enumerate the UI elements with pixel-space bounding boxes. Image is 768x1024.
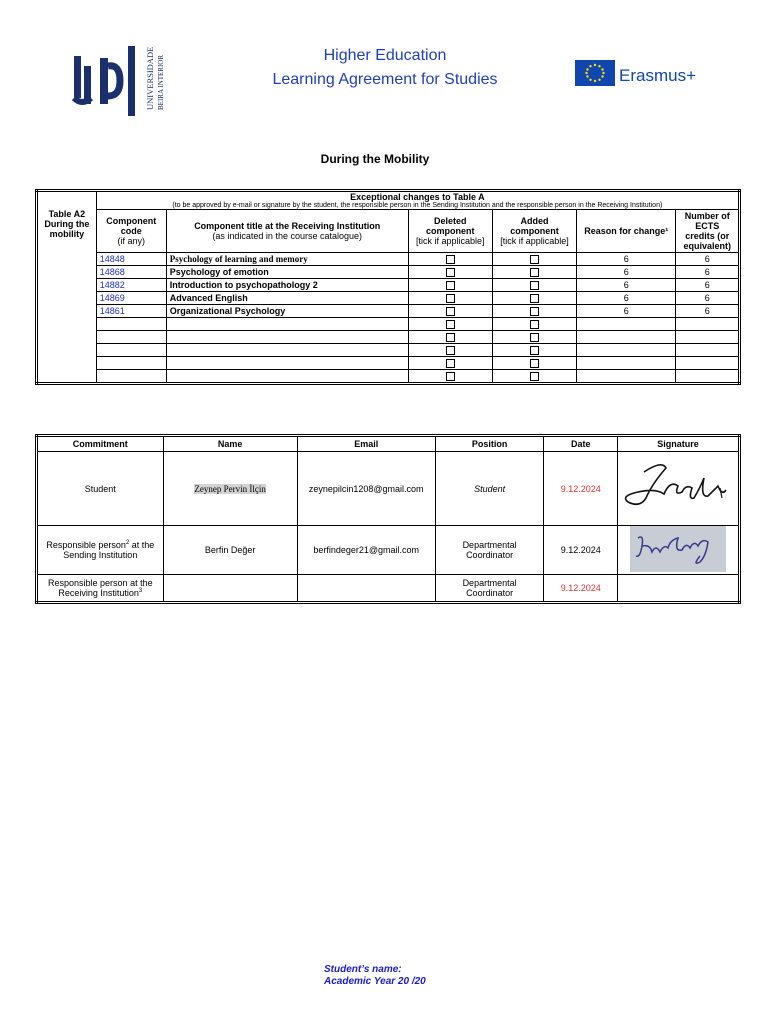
col-added-sub: [tick if applicable] bbox=[500, 236, 569, 246]
col-code-sub: (if any) bbox=[117, 236, 145, 246]
col-header-ects bbox=[676, 210, 740, 253]
checkbox-icon[interactable] bbox=[446, 281, 455, 290]
student-position: Student bbox=[435, 452, 544, 526]
deleted-checkbox[interactable] bbox=[408, 318, 492, 331]
role-sending bbox=[37, 526, 164, 575]
header-commitment: Commitment bbox=[37, 436, 164, 452]
component-code: 14861 bbox=[96, 305, 166, 318]
col-header-code bbox=[96, 210, 166, 253]
sending-email: berfindeger21@gmail.com bbox=[297, 526, 435, 575]
added-checkbox[interactable] bbox=[492, 357, 576, 370]
component-code: 14848 bbox=[96, 253, 166, 266]
deleted-checkbox[interactable] bbox=[408, 370, 492, 384]
footer-student-name: Student’s name: bbox=[324, 964, 402, 975]
receiving-date: 9.12.2024 bbox=[544, 575, 618, 603]
table-row bbox=[37, 266, 740, 279]
ects-value: 6 bbox=[676, 266, 740, 279]
reason-value: 6 bbox=[577, 292, 676, 305]
added-checkbox[interactable] bbox=[492, 318, 576, 331]
col-ects-label: Number of ECTS credits (or equivalent) bbox=[683, 211, 731, 251]
sending-name: Berfin Değer bbox=[163, 526, 297, 575]
col-header-added bbox=[492, 210, 576, 253]
checkbox-icon[interactable] bbox=[446, 320, 455, 329]
commitment-header-row bbox=[37, 436, 740, 452]
deleted-checkbox[interactable] bbox=[408, 305, 492, 318]
added-checkbox[interactable] bbox=[492, 292, 576, 305]
reason-value: 6 bbox=[577, 305, 676, 318]
document-header bbox=[240, 44, 530, 92]
component-code: 14869 bbox=[96, 292, 166, 305]
signature-image bbox=[630, 526, 726, 572]
checkbox-icon[interactable] bbox=[446, 294, 455, 303]
header-title-line1: Higher Education bbox=[323, 47, 447, 64]
added-checkbox[interactable] bbox=[492, 279, 576, 292]
footnote-3: 3 bbox=[138, 588, 143, 594]
commitment-row-receiving bbox=[37, 575, 740, 603]
table-row bbox=[37, 253, 740, 266]
table-a2-caption-text: Exceptional changes to Table A bbox=[350, 192, 485, 202]
commitment-table bbox=[35, 434, 741, 604]
table-row bbox=[37, 305, 740, 318]
component-title: Psychology of learning and memory bbox=[166, 253, 408, 266]
ects-value: 6 bbox=[676, 253, 740, 266]
col-header-reason bbox=[577, 210, 676, 253]
checkbox-icon[interactable] bbox=[530, 346, 539, 355]
checkbox-icon[interactable] bbox=[530, 294, 539, 303]
table-row bbox=[37, 370, 740, 384]
col-deleted-sub: [tick if applicable] bbox=[416, 236, 485, 246]
checkbox-icon[interactable] bbox=[530, 372, 539, 381]
commitment-row-sending bbox=[37, 526, 740, 575]
component-title: Introduction to psychopathology 2 bbox=[166, 279, 408, 292]
table-row bbox=[37, 344, 740, 357]
added-checkbox[interactable] bbox=[492, 253, 576, 266]
added-checkbox[interactable] bbox=[492, 305, 576, 318]
student-email: zeynepilcin1208@gmail.com bbox=[297, 452, 435, 526]
table-row bbox=[37, 318, 740, 331]
header-signature: Signature bbox=[618, 436, 740, 452]
student-name-cell bbox=[163, 452, 297, 526]
deleted-checkbox[interactable] bbox=[408, 279, 492, 292]
checkbox-icon[interactable] bbox=[446, 333, 455, 342]
header-name: Name bbox=[163, 436, 297, 452]
ects-value: 6 bbox=[676, 279, 740, 292]
added-checkbox[interactable] bbox=[492, 331, 576, 344]
receiving-email bbox=[297, 575, 435, 603]
receiving-signature bbox=[618, 575, 740, 603]
checkbox-icon[interactable] bbox=[446, 255, 455, 264]
role-receiving bbox=[37, 575, 164, 603]
col-reason-label: Reason for change¹ bbox=[584, 226, 669, 236]
component-code: 14882 bbox=[96, 279, 166, 292]
deleted-checkbox[interactable] bbox=[408, 331, 492, 344]
reason-value: 6 bbox=[577, 253, 676, 266]
col-deleted-label: Deleted component bbox=[426, 216, 475, 236]
table-a2-subcaption: (to be approved by e-mail or signature by the student, the responsible person in the Sending Institution and the responsible person in the Receiving Institution) bbox=[172, 202, 663, 209]
reason-value: 6 bbox=[577, 266, 676, 279]
deleted-checkbox[interactable] bbox=[408, 292, 492, 305]
added-checkbox[interactable] bbox=[492, 266, 576, 279]
role-receiving-text: Responsible person at the Receiving Institution bbox=[48, 578, 153, 598]
checkbox-icon[interactable] bbox=[530, 359, 539, 368]
ects-value: 6 bbox=[676, 305, 740, 318]
deleted-checkbox[interactable] bbox=[408, 266, 492, 279]
col-header-title bbox=[166, 210, 408, 253]
checkbox-icon[interactable] bbox=[530, 255, 539, 264]
sending-position: Departmental Coordinator bbox=[435, 526, 544, 575]
added-checkbox[interactable] bbox=[492, 344, 576, 357]
component-title: Advanced English bbox=[166, 292, 408, 305]
header-date: Date bbox=[544, 436, 618, 452]
header-position: Position bbox=[435, 436, 544, 452]
section-title: During the Mobility bbox=[320, 152, 430, 166]
checkbox-icon[interactable] bbox=[446, 372, 455, 381]
header-email: Email bbox=[297, 436, 435, 452]
footnote-2: 2 bbox=[125, 540, 130, 546]
role-sending-text2: at the Sending Institution bbox=[63, 540, 155, 560]
table-row bbox=[37, 292, 740, 305]
checkbox-icon[interactable] bbox=[530, 307, 539, 316]
checkbox-icon[interactable] bbox=[530, 333, 539, 342]
added-checkbox[interactable] bbox=[492, 370, 576, 384]
checkbox-icon[interactable] bbox=[446, 359, 455, 368]
table-a2-caption bbox=[96, 191, 739, 210]
reason-value: 6 bbox=[577, 279, 676, 292]
ects-value: 6 bbox=[676, 292, 740, 305]
deleted-checkbox[interactable] bbox=[408, 253, 492, 266]
checkbox-icon[interactable] bbox=[530, 268, 539, 277]
component-title: Organizational Psychology bbox=[166, 305, 408, 318]
checkbox-icon[interactable] bbox=[530, 320, 539, 329]
table-a2 bbox=[35, 189, 741, 385]
svg-text:BEIRA INTERIOR: BEIRA INTERIOR bbox=[157, 54, 165, 110]
signature-image bbox=[622, 458, 734, 518]
col-added-label: Added component bbox=[510, 216, 559, 236]
table-row bbox=[37, 357, 740, 370]
erasmus-logo: Erasmus+ bbox=[619, 66, 696, 85]
table-row bbox=[37, 331, 740, 344]
header-title-line2: Learning Agreement for Studies bbox=[272, 71, 498, 88]
table-row bbox=[37, 279, 740, 292]
commitment-row-student bbox=[37, 452, 740, 526]
table-a2-row-label-text: Table A2 During the mobility bbox=[44, 208, 90, 239]
role-sending-text: Responsible person bbox=[46, 540, 126, 550]
student-signature bbox=[618, 452, 740, 526]
col-header-deleted bbox=[408, 210, 492, 253]
component-title: Psychology of emotion bbox=[166, 266, 408, 279]
col-title-label: Component title at the Receiving Institution bbox=[194, 221, 381, 231]
checkbox-icon[interactable] bbox=[446, 307, 455, 316]
sending-signature bbox=[618, 526, 740, 575]
role-student: Student bbox=[37, 452, 164, 526]
sending-date: 9.12.2024 bbox=[544, 526, 618, 575]
receiving-position: Departmental Coordinator bbox=[435, 575, 544, 603]
student-date: 9.12.2024 bbox=[544, 452, 618, 526]
footer bbox=[324, 964, 426, 988]
checkbox-icon[interactable] bbox=[446, 268, 455, 277]
component-code: 14868 bbox=[96, 266, 166, 279]
col-code-label: Component code bbox=[106, 216, 157, 236]
deleted-checkbox[interactable] bbox=[408, 344, 492, 357]
checkbox-icon[interactable] bbox=[446, 346, 455, 355]
footer-academic-year: Academic Year 20 /20 bbox=[324, 976, 426, 987]
student-name: Zeynep Pervin İlçin bbox=[194, 483, 266, 494]
col-title-sub: (as indicated in the course catalogue) bbox=[212, 231, 362, 241]
table-a2-row-label bbox=[37, 208, 97, 384]
receiving-name bbox=[163, 575, 297, 603]
svg-text:UNIVERSIDADE: UNIVERSIDADE bbox=[145, 46, 155, 110]
deleted-checkbox[interactable] bbox=[408, 357, 492, 370]
eu-flag-icon bbox=[575, 60, 615, 86]
checkbox-icon[interactable] bbox=[530, 281, 539, 290]
university-logo-text bbox=[142, 36, 168, 110]
